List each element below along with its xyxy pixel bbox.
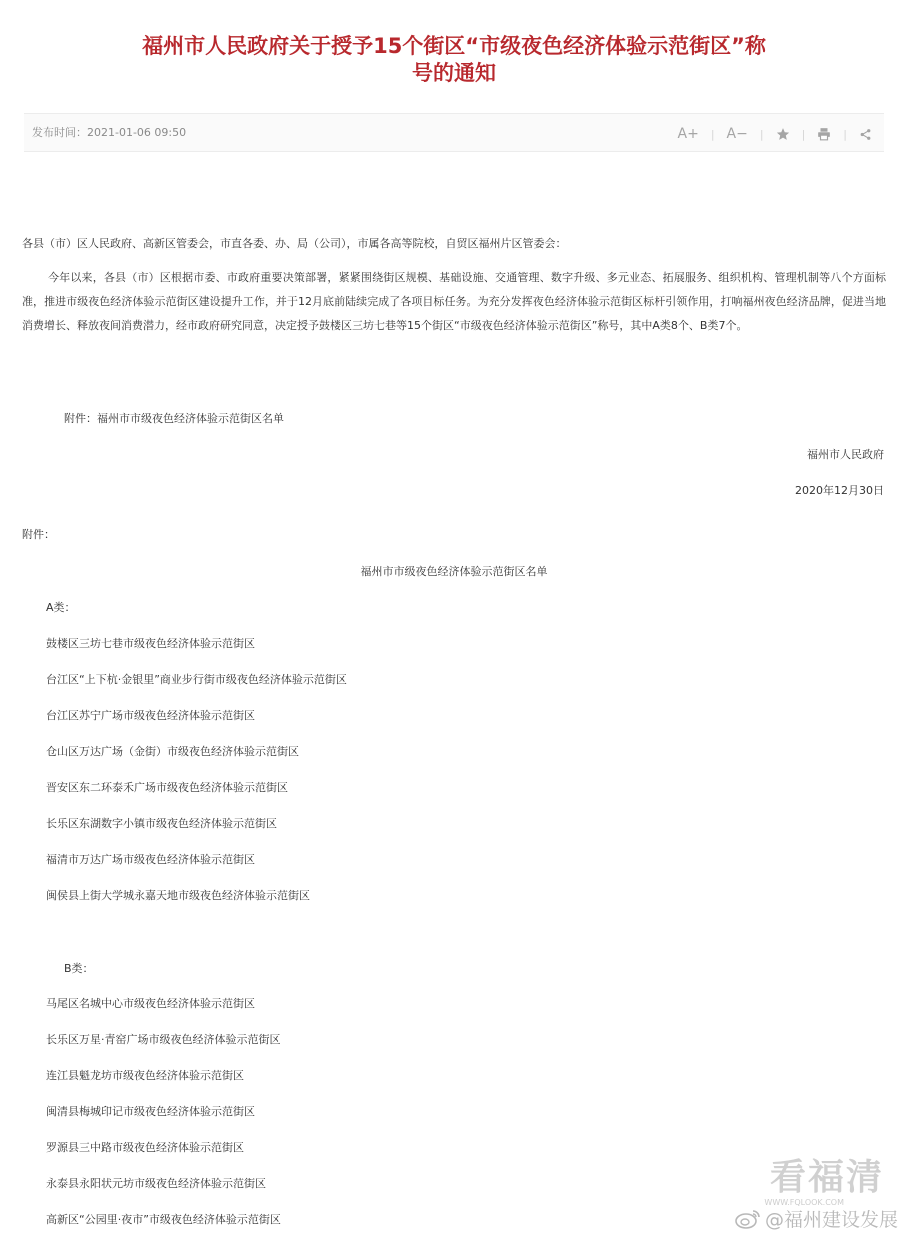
favorite-button[interactable] (764, 127, 802, 141)
watermark-site: WWW.FQLOOK.COM (764, 1198, 844, 1207)
font-decrease-button[interactable]: A− (726, 126, 748, 142)
list-item: 长乐区万星·青窑广场市级夜色经济体验示范街区 (46, 1033, 281, 1046)
category-a-label: A类： (46, 601, 76, 614)
article-toolbar (666, 124, 885, 144)
list-item: 罗源县三中路市级夜色经济体验示范街区 (46, 1141, 244, 1154)
share-icon (859, 128, 872, 141)
weibo-icon (735, 1208, 761, 1230)
list-item: 永泰县永阳状元坊市级夜色经济体验示范街区 (46, 1177, 266, 1190)
category-a-list (46, 626, 347, 914)
salutation: 各县（市）区人民政府、高新区管委会，市直各委、办、局（公司），市属各高等院校，自贸区福州片区管委会： (22, 237, 567, 250)
printer-icon (817, 127, 831, 141)
list-item: 闽侯县上街大学城永嘉天地市级夜色经济体验示范街区 (46, 889, 310, 902)
toolbar-separator: | (801, 127, 806, 141)
signature-organization: 福州市人民政府 (807, 448, 884, 461)
print-button[interactable] (805, 127, 843, 141)
attachment-label: 附件： (22, 528, 55, 541)
attachment-reference: 附件：福州市市级夜色经济体验示范街区名单 (64, 412, 284, 425)
list-item: 马尾区名城中心市级夜色经济体验示范街区 (46, 997, 255, 1010)
font-increase-button[interactable]: A+ (677, 126, 699, 142)
list-item: 高新区“公园里·夜市”市级夜色经济体验示范街区 (46, 1213, 281, 1226)
list-item: 闽清县梅城印记市级夜色经济体验示范街区 (46, 1105, 255, 1118)
article-title: 福州市人民政府关于授予15个街区“市级夜色经济体验示范街区”称号的通知 (142, 34, 766, 85)
star-icon (776, 127, 790, 141)
list-title: 福州市市级夜色经济体验示范街区名单 (360, 565, 548, 578)
meta-divider-top (24, 113, 884, 114)
list-item: 晋安区东二环泰禾广场市级夜色经济体验示范街区 (46, 781, 288, 794)
toolbar-separator: | (710, 127, 715, 141)
list-item: 连江县魁龙坊市级夜色经济体验示范街区 (46, 1069, 244, 1082)
category-b-list (46, 986, 281, 1238)
list-item: 长乐区东湖数字小镇市级夜色经济体验示范街区 (46, 817, 277, 830)
list-item: 仓山区万达广场（金街）市级夜色经济体验示范街区 (46, 745, 299, 758)
weibo-watermark (735, 1205, 898, 1232)
meta-divider-bottom (24, 151, 884, 152)
list-item: 福清市万达广场市级夜色经济体验示范街区 (46, 853, 255, 866)
list-item: 台江区“上下杭·金银里”商业步行街市级夜色经济体验示范街区 (46, 673, 347, 686)
list-item: 鼓楼区三坊七巷市级夜色经济体验示范街区 (46, 637, 255, 650)
watermark-logo (764, 1158, 884, 1208)
signature-date: 2020年12月30日 (795, 484, 884, 497)
publish-time: 发布时间：2021-01-06 09:50 (32, 126, 187, 139)
category-b-label: B类： (64, 962, 94, 975)
toolbar-separator: | (759, 127, 764, 141)
weibo-account: @福州建设发展 (764, 1209, 898, 1231)
body-paragraph: 今年以来，各县（市）区根据市委、市政府重要决策部署，紧紧围绕街区规模、基础设施、交通管理、数字升级、多元业态、拓展服务、组织机构、管理机制等八个方面标准，推进市级夜色经济体验示范街区建设提升工作，并于12月底前陆续完成了各项目标任务。为充分发挥夜色经济体验示范街区标杆引领作用，打响福州夜色经济品牌，促进当地消费增长、释放夜间消费潜力，经市政府研究同意，决定授予鼓楼区三坊七巷等15个街区“市级夜色经济体验示范街区”称号，其中A类8个、B类7个。 (22, 271, 886, 332)
share-button[interactable] (847, 128, 884, 141)
toolbar-separator: | (843, 127, 847, 141)
list-item: 台江区苏宁广场市级夜色经济体验示范街区 (46, 709, 255, 722)
watermark-brand: 看福清 (769, 1157, 884, 1198)
